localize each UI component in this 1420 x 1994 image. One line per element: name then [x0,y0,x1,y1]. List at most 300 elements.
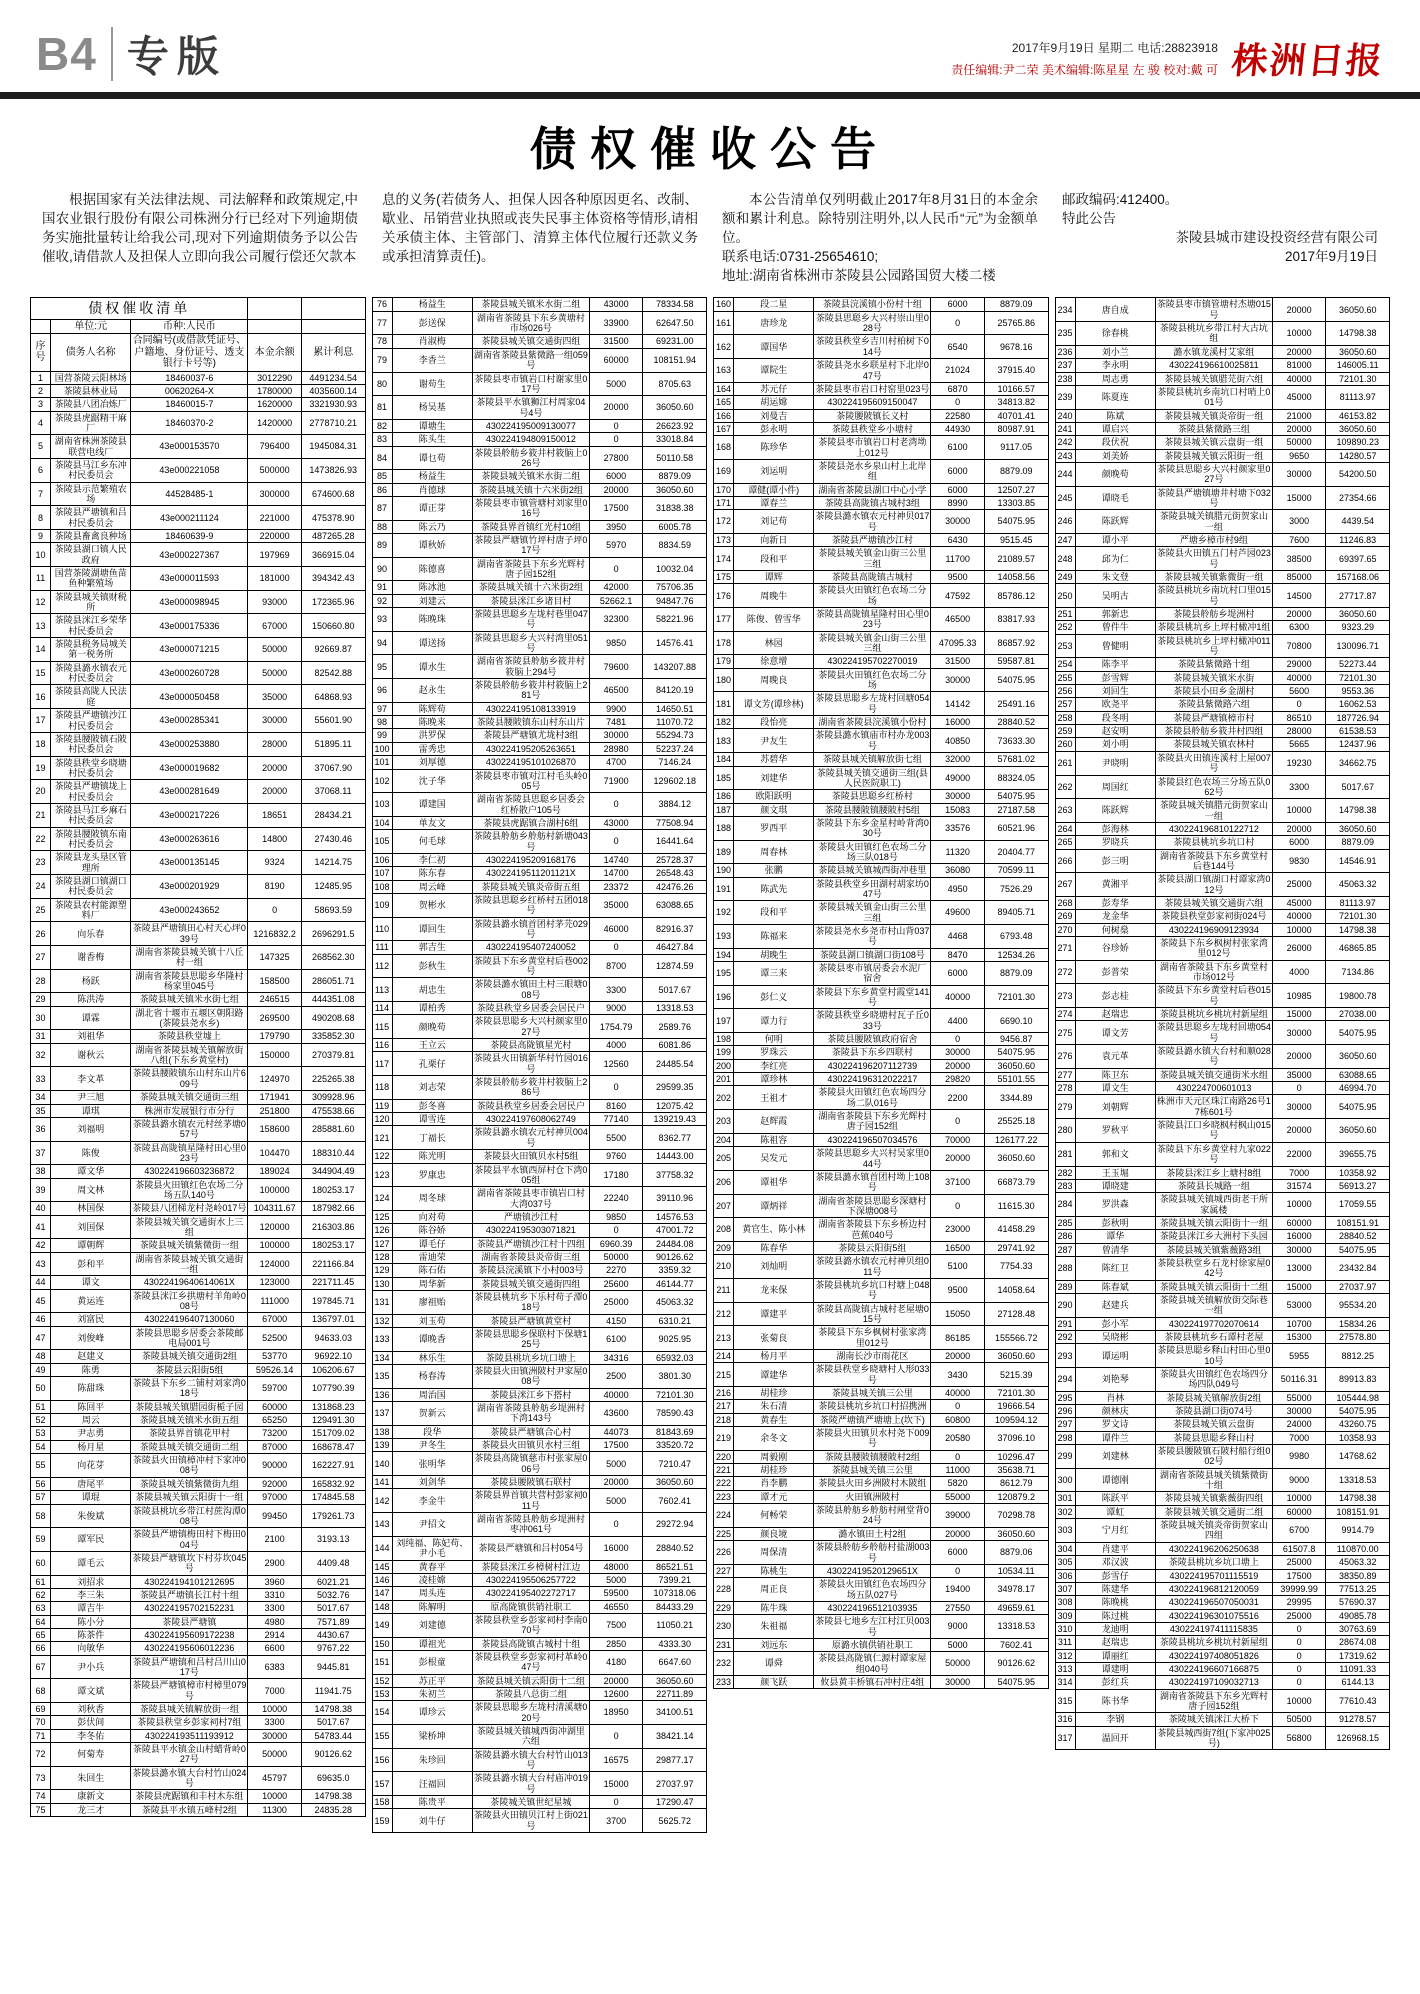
cell-interest: 130096.71 [1326,634,1390,658]
cell-contract-or-address: 茶陵县下东乡黄堂村后巷002号 [473,955,588,977]
cell-contract-or-address: 茶陵县洣江乡樟树村江边 [472,1560,589,1573]
cell-debtor-name: 罗文诗 [1075,1418,1155,1431]
cell-index: 154 [372,1701,392,1725]
table-row [714,1218,1049,1242]
table-row [372,1536,707,1560]
cell-interest: 25525.18 [984,1110,1048,1134]
cell-index: 268 [1055,896,1075,909]
cell-index: 310 [1055,1622,1075,1635]
cell-index: 134 [372,1351,392,1364]
cell-index: 194 [714,948,734,961]
cell-principal: 0 [589,1224,643,1237]
cell-contract-or-address: 茶陵县城关镇腊园街栀子园 [131,1400,248,1413]
cell-debtor-name: 茶陵县城关镇财税所 [51,590,131,614]
cell-interest: 27578.80 [1326,1330,1390,1343]
cell-debtor-name: 尹冬生 [392,1439,472,1452]
cell-interest: 36050.60 [984,1059,1048,1072]
cell-index: 305 [1055,1556,1075,1569]
cell-index: 226 [714,1541,734,1565]
cell-debtor-name: 陈红卫 [1075,1256,1155,1280]
table-row [372,1113,707,1126]
cell-interest: 165832.92 [301,1477,365,1490]
cell-principal: 22240 [589,1187,643,1211]
cell-index: 90 [372,557,392,581]
cell-interest: 56913.27 [1326,1179,1390,1192]
cell-contract-or-address: 茶陵县城西街7组(下家冲025号) [1155,1726,1272,1750]
cell-interest: 14058.56 [984,571,1048,584]
cell-index: 152 [372,1674,392,1687]
cell-index: 32 [31,1043,51,1067]
cell-debtor-name: 谭水生 [392,655,472,679]
cell-debtor-name: 郭吉生 [392,941,472,954]
cell-index: 43 [31,1252,51,1276]
cell-index: 290 [1055,1293,1075,1317]
table-row [1055,775,1390,799]
table-row [31,803,366,827]
cell-contract-or-address: 茶陵县湖口街074号 [1155,1405,1272,1418]
cell-index: 229 [714,1601,734,1614]
cell-interest: 6793.48 [984,924,1048,948]
table-row [372,1439,707,1452]
cell-index: 28 [31,969,51,993]
cell-contract-or-address: 茶陵县城关镇交通街水上三组 [131,1215,248,1239]
cell-index: 209 [714,1241,734,1254]
cell-principal: 11320 [931,840,985,864]
cell-contract-or-address: 茶陵县思聪乡大兴村颜家里027号 [472,1015,589,1039]
table-row [31,1400,366,1413]
table-row [31,1743,366,1767]
cell-index: 153 [372,1687,392,1700]
cell-interest: 80987.91 [984,422,1048,435]
cell-index: 235 [1055,322,1075,346]
cell-principal: 0 [931,1450,985,1463]
table-row [1055,1636,1390,1649]
table-row [714,1147,1049,1171]
cell-index: 176 [714,584,734,608]
cell-principal: 46000 [589,917,643,941]
cell-index: 156 [372,1748,392,1772]
table-row [372,1701,707,1725]
table-row [31,1642,366,1655]
cell-index: 82 [372,419,392,432]
cell-principal: 30000 [1272,462,1326,486]
cell-principal: 0 [589,1513,643,1537]
cell-index: 223 [714,1490,734,1503]
cell-interest: 54075.95 [984,510,1048,534]
cell-interest: 8879.09 [1326,836,1390,849]
cell-interest: 4333.30 [643,1637,707,1650]
cell-interest: 136797.01 [301,1313,365,1326]
cell-principal: 28000 [248,732,302,756]
cell-index: 44 [31,1276,51,1289]
cell-contract-or-address: 茶陵县城关镇交通街三组 [131,1091,248,1104]
cell-index: 118 [372,1076,392,1100]
cell-index: 270 [1055,923,1075,936]
cell-contract-or-address: 湖南省茶陵县城关镇解放街八组(下东乡黄堂村) [131,1043,248,1067]
cell-index: 206 [714,1170,734,1194]
table-row [31,567,366,591]
cell-contract-or-address: 茶陵县高陇镇星光村 [472,1039,589,1052]
cell-principal: 50000 [1272,436,1326,449]
cell-contract-or-address: 43e000201929 [131,874,248,898]
table-row [1055,1008,1390,1021]
table-row [714,1133,1049,1146]
cell-index: 130 [372,1277,392,1290]
cell-interest: 9767.22 [301,1642,365,1655]
table-row [1055,896,1390,909]
cell-index: 151 [372,1650,392,1674]
cell-contract-or-address: 430224195702152231 [131,1602,248,1615]
table-row [1055,1021,1390,1045]
cell-debtor-name: 张明华 [392,1452,472,1476]
table-row [714,631,1049,655]
table-row [31,874,366,898]
table-row [1055,822,1390,835]
cell-contract-or-address: 原高陇镇供销社职工 [472,1600,589,1613]
cell-interest: 7602.41 [643,1489,707,1513]
cell-contract-or-address: 茶陵县潞水镇大台村竹山013号 [473,1749,588,1771]
table-row [31,661,366,685]
cell-contract-or-address: 430224195609150047 [814,396,931,409]
table-row [372,1314,707,1327]
cell-index: 306 [1055,1569,1075,1582]
cell-contract-or-address: 茶陵县平水镇五峰村2组 [131,1803,248,1816]
cell-interest: 11246.83 [1326,533,1390,546]
cell-contract-or-address: 茶陵县火田镇连溪村上屋007号 [1156,752,1271,774]
cell-index: 9 [31,530,51,543]
cell-index: 186 [714,790,734,803]
cell-interest: 11050.21 [643,1613,707,1637]
cell-index: 284 [1055,1193,1075,1217]
cell-principal: 3300 [1272,775,1326,799]
cell-debtor-name: 谭文 [51,1276,131,1289]
cell-principal: 37100 [931,1170,985,1194]
cell-principal: 43000 [589,298,643,311]
cell-principal: 1620000 [248,398,302,411]
cell-principal: 93000 [248,590,302,614]
cell-contract-or-address: 43e000221058 [131,458,248,482]
cell-debtor-name: 谭吉牛 [51,1602,131,1615]
table-row [372,419,707,432]
cell-debtor-name: 谭送扬 [392,631,472,655]
table-row [714,816,1049,840]
table-row [372,1237,707,1250]
table-row [31,1615,366,1628]
cell-debtor-name: 单友文 [392,816,472,829]
cell-interest: 487265.28 [301,530,365,543]
table-row [1055,1243,1390,1256]
cell-index: 269 [1055,910,1075,923]
cell-debtor-name: 龙迪明 [1075,1622,1155,1635]
cell-contract-or-address: 茶陵县严塘镇塘井村塘下032号 [1156,487,1271,508]
cell-interest: 394342.43 [301,567,365,591]
cell-debtor-name: 谭雪连 [392,1113,472,1126]
cell-debtor-name: 刘俊峰 [51,1326,131,1350]
cell-debtor-name: 谭建平 [734,1302,814,1326]
cell-principal: 123000 [248,1276,302,1289]
cell-index: 13 [31,614,51,638]
cell-principal: 6700 [1272,1519,1326,1543]
cell-interest: 37758.32 [643,1163,707,1187]
cell-debtor-name: 谭晓建 [1075,1179,1155,1192]
cell-principal: 9830 [1272,849,1326,873]
cell-contract-or-address: 湖南长沙市雨花区 [814,1350,931,1363]
cell-interest: 5017.67 [643,978,707,1002]
cell-contract-or-address: 茶陵县火田镇红色农场二分场 [814,668,931,692]
cell-contract-or-address: 茶陵县下东乡黄堂村霞堂141号 [815,986,930,1008]
cell-contract-or-address: 茶陵县桃坑乡带江村蔗沟潭008号 [131,1504,248,1528]
cell-principal: 40000 [1272,372,1326,385]
cell-principal: 60000 [248,1400,302,1413]
cell-principal: 25000 [1272,1556,1326,1569]
cell-principal: 20000 [1272,1045,1326,1069]
cell-principal: 15000 [589,1772,643,1796]
cell-interest: 150660.80 [301,614,365,638]
table-row [714,803,1049,816]
cell-debtor-name: 谭塘生 [392,419,472,432]
cell-interest: 11615.30 [984,1194,1048,1218]
table-row [372,1560,707,1573]
cell-index: 3 [31,398,51,411]
table-row [1055,1344,1390,1368]
cell-contract-or-address: 茶陵县腰陂镇腰陂村2组 [814,1450,931,1463]
cell-principal: 14700 [589,867,643,880]
cell-debtor-name: 谭建国 [392,793,472,817]
cell-interest: 77508.94 [643,816,707,829]
cell-contract-or-address: 43e000135145 [131,851,248,875]
cell-contract-or-address: 茶陵县秩堂乡彭家祠村李南070号 [472,1613,589,1637]
table-row [714,1527,1049,1540]
cell-interest: 2778710.21 [301,411,365,435]
cell-debtor-name: 谭乜苟 [392,446,472,470]
cell-interest: 37096.10 [984,1427,1048,1451]
cell-index: 296 [1055,1405,1075,1418]
table-row [1055,923,1390,936]
cell-interest: 3193.13 [301,1528,365,1552]
table-row [1055,533,1390,546]
cell-index: 75 [31,1803,51,1816]
table-row [372,1600,707,1613]
cell-index: 96 [372,679,392,703]
cell-index: 105 [372,830,392,854]
table-row [714,1046,1049,1059]
cell-interest: 5215.39 [984,1363,1048,1387]
cell-index: 242 [1055,436,1075,449]
cell-principal: 3960 [248,1575,302,1588]
cell-principal: 38500 [1272,547,1326,571]
cell-principal: 0 [589,1796,643,1809]
cell-contract-or-address: 430224196909123934 [1155,923,1272,936]
cell-principal: 9850 [589,631,643,655]
cell-contract-or-address: 茶陵县城关镇农林村 [1155,738,1272,751]
cell-principal: 5000 [931,1638,985,1651]
cell-interest: 12507.27 [984,483,1048,496]
cell-contract-or-address: 茶陵县舲舫乡堤洲村 [1155,608,1272,621]
cell-contract-or-address: 430224197411115835 [1155,1622,1272,1635]
cell-principal: 20580 [931,1427,985,1451]
cell-principal: 3950 [589,520,643,533]
cell-debtor-name: 谭琨 [51,1491,131,1504]
cell-contract-or-address: 茶陵县严塘镇和吕村054号 [472,1536,589,1560]
table-row [31,1528,366,1552]
cell-principal: 158500 [248,969,302,993]
cell-index: 205 [714,1147,734,1171]
cell-index: 202 [714,1086,734,1110]
table-row [31,1703,366,1716]
cell-index: 53 [31,1427,51,1440]
table-row [372,853,707,866]
cell-interest: 55601.90 [301,709,365,733]
cell-interest: 129491.30 [301,1414,365,1427]
cell-contract-or-address: 茶陵县城关镇云阳街十一组 [131,1491,248,1504]
cell-interest: 7210.47 [643,1452,707,1476]
cell-debtor-name: 胡桂珍 [734,1464,814,1477]
cell-contract-or-address: 茶陵县平水镇西屏村仓下湾005组 [472,1163,589,1187]
table-row [31,482,366,506]
cell-index: 167 [714,422,734,435]
cell-interest: 58221.96 [643,608,707,632]
table-row [31,590,366,614]
cell-contract-or-address: 茶陵县桃坑乡石谭村老屋 [1155,1330,1272,1343]
cell-interest: 14798.38 [301,1790,365,1803]
table-row [1055,547,1390,571]
cell-contract-or-address: 430224195009130077 [472,419,589,432]
cell-debtor-name: 陈俊 [51,1141,131,1165]
cell-contract-or-address: 湖南省茶陵县炎帝街三组 [472,1250,589,1263]
cell-principal: 197969 [248,543,302,567]
cell-debtor-name: 彭仁义 [734,985,814,1009]
table-row [31,1289,366,1313]
cell-contract-or-address: 茶陵县严塘镇坎下村芬坎045号 [132,1552,247,1574]
cell-index: 58 [31,1504,51,1528]
cell-interest: 197845.71 [301,1289,365,1313]
intro-column-4 [1062,191,1378,285]
cell-index: 21 [31,803,51,827]
cell-interest: 7571.89 [301,1615,365,1628]
table-row [372,1365,707,1389]
table-row [714,547,1049,571]
cell-contract-or-address: 茶陵县城关镇三公里 [814,1464,931,1477]
cell-interest: 12437.96 [1326,738,1390,751]
table-row [1055,836,1390,849]
cell-index: 228 [714,1578,734,1602]
cell-contract-or-address: 湖南省茶陵县思聪乡华隆村杨家里045号 [131,969,248,993]
cell-debtor-name: 杨益生 [392,470,472,483]
cell-debtor-name: 尹小兵 [51,1655,131,1679]
cell-contract-or-address: 茶陵县潞水镇农元村丝茅塘057号 [131,1117,248,1141]
cell-principal: 10000 [1272,322,1326,346]
debt-table-group-2 [372,297,708,1833]
cell-debtor-name: 谭华 [1075,1230,1155,1243]
cell-contract-or-address: 430224196312022217 [814,1073,931,1086]
cell-index: 246 [1055,510,1075,534]
cell-contract-or-address: 茶陵县严塘镇黄堂村 [472,1314,589,1327]
cell-principal: 60800 [931,1413,985,1426]
cell-index: 251 [1055,608,1075,621]
cell-interest: 46144.77 [643,1277,707,1290]
table-row [31,1454,366,1478]
cell-contract-or-address: 茶陵县腰陂镇石陂村船行组002号 [1155,1445,1272,1469]
cell-debtor-name: 刘玉苟 [392,1314,472,1327]
table-row [714,396,1049,409]
cell-interest: 3801.30 [643,1365,707,1389]
table-row [372,348,707,372]
cell-principal: 0 [589,1076,643,1100]
cell-index: 143 [372,1513,392,1537]
cell-debtor-name: 刘厚德 [392,756,472,769]
cell-index: 101 [372,756,392,769]
table-row [714,1363,1049,1387]
cell-principal: 31500 [589,335,643,348]
table-row [31,1104,366,1117]
cell-index: 93 [372,608,392,632]
cell-interest: 475378.90 [301,506,365,530]
cell-index: 271 [1055,936,1075,960]
cell-interest: 91278.57 [1326,1713,1390,1726]
cell-interest: 20404.77 [984,840,1048,864]
cell-index: 112 [372,954,392,978]
cell-principal: 300000 [248,482,302,506]
cell-debtor-name: 谭建明 [1075,1662,1155,1675]
table-row [31,1628,366,1641]
cell-contract-or-address: 43e000253880 [131,732,248,756]
table-row [31,1326,366,1350]
table-row [1055,698,1390,711]
cell-index: 67 [31,1655,51,1679]
cell-interest: 41458.29 [984,1218,1048,1242]
unit-spacer [301,319,365,334]
cell-principal: 220000 [248,530,302,543]
cell-contract-or-address: 茶陵县城关镇炎帝街一组 [1155,409,1272,422]
table-row [1055,1713,1390,1726]
cell-principal: 31574 [1272,1179,1326,1192]
table-row [1055,1596,1390,1609]
cell-interest: 15834.26 [1326,1317,1390,1330]
table-row [31,1440,366,1453]
table-row [372,631,707,655]
cell-debtor-name: 陈光明 [392,1150,472,1163]
cell-debtor-name: 邱为仁 [1075,547,1155,571]
table-row [714,901,1049,925]
cell-interest: 29599.35 [643,1076,707,1100]
cell-index: 99 [372,729,392,742]
cell-contract-or-address: 茶陵县桃坑乡上坪村橄冲011号 [1157,635,1271,657]
cell-principal: 40850 [931,729,985,753]
table-row [372,742,707,755]
cell-contract-or-address: 茶陵县下东乡枫树村张家湾里012号 [1155,936,1272,960]
cell-principal: 8990 [931,496,985,509]
cell-principal: 35000 [1272,1068,1326,1081]
cell-principal: 42000 [589,581,643,594]
cell-contract-or-address: 茶陵县思聪乡大兴村崇山里028号 [814,311,931,335]
cell-contract-or-address: 茶陵县紫微路三组 [1155,422,1272,435]
cell-interest: 2589.76 [643,1015,707,1039]
cell-contract-or-address: 茶陵县腰陂镇政府宿舍 [814,1033,931,1046]
cell-index: 175 [714,571,734,584]
cell-contract-or-address: 茶陵县桃坑乡上坪村橄冲1组 [1155,621,1272,634]
cell-index: 234 [1055,298,1075,322]
cell-index: 144 [372,1536,392,1560]
table-row [31,1178,366,1202]
cell-index: 237 [1055,359,1075,372]
cell-interest: 23432.84 [1326,1256,1390,1280]
cell-principal: 40000 [931,1387,985,1400]
cell-contract-or-address: 茶陵县城关镇十六米街2组 [472,581,589,594]
cell-interest: 5032.76 [301,1588,365,1601]
cell-index: 17 [31,709,51,733]
cell-debtor-name: 谭毛仔 [392,1237,472,1250]
cell-debtor-name: 颜晚苟 [1075,462,1155,486]
